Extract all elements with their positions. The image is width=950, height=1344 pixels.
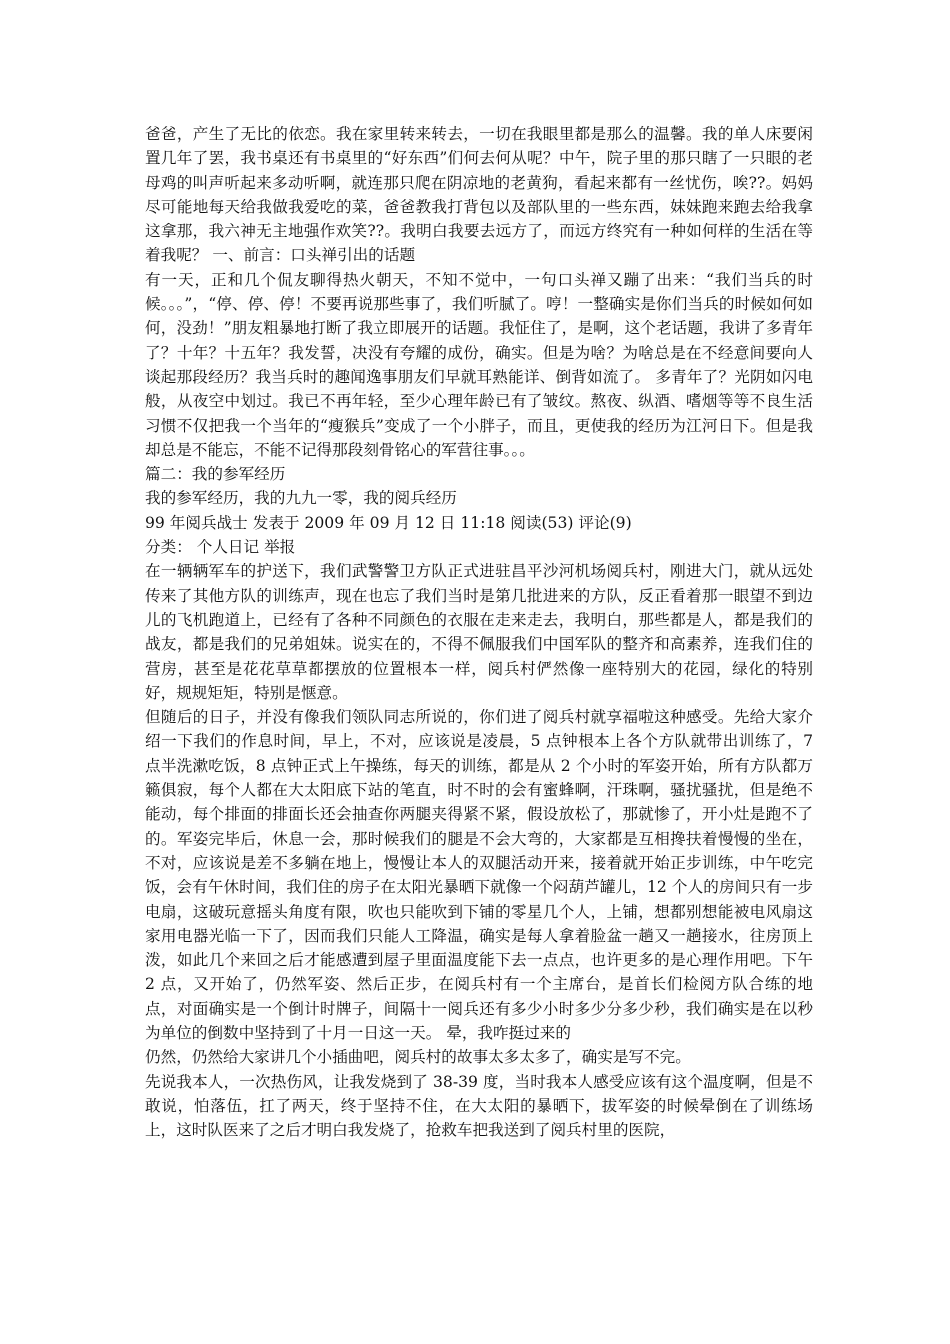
paragraph-anecdotes-intro: 仍然，仍然给大家讲几个小插曲吧，阅兵村的故事太多太多了，确实是写不完。 [145, 1048, 691, 1067]
article-byline: 99 年阅兵战士 发表于 2009 年 09 月 12 日 11:18 阅读(53) 评论(9) [145, 513, 632, 532]
paragraph-training: 但随后的日子，并没有像我们领队同志所说的，你们进了阅兵村就享福啦这种感受。先给大家介绍一下我们的作息时间，早上，不对，应该说是凌晨，5 点钟根本上各个方队就带出训练了，7 点半洗漱吃饭，8 点钟正式上午操练，每天的训练，都是从 2 个小时的军姿开始，所有方队都万籁俱寂，每个人都在大太阳底下站的笔直，时不时的会有蜜蜂啊，汗珠啊，骚扰骚扰，但是绝不能动，每个排面的排面长还会抽查你两腿夹得紧不紧，假设放松了，那就惨了，开小灶是跑不了的。军姿完毕后，休息一会，那时候我们的腿是不会大弯的，大家都是互相搀扶着慢慢的坐在，不对，应该说是差不多躺在地上，慢慢让本人的双腿活动开来，接着就开始正步训练，中午吃完饭，会有午休时间，我们住的房子在太阳光暴晒下就像一个闷葫芦罐儿，12 个人的房间只有一步电扇，这破玩意摇头角度有限，吹也只能吹到下铺的零星几个人，上铺，想都别想能被电风扇这家用电器光临一下了，因而我们只能人工降温，确实是每人拿着脸盆一趟又一趟接水，往房顶上泼，如此几个来回之后才能感遭到屋子里面温度能下去一点点，也许更多的是心理作用吧。下午 2 点，又开始了，仍然军姿、然后正步，在阅兵村有一个主席台，是首长们检阅方队合练的地点，对面确实是一个倒计时牌子，间隔十一阅兵还有多少小时多少分多少秒，我们确实是在以秒为单位的倒数中坚持到了十月一日这一天。 晕，我咋挺过来的 [145, 708, 813, 1042]
paragraph-departure-memory: 爸爸，产生了无比的依恋。我在家里转来转去，一切在我眼里都是那么的温馨。我的单人床要闲置几年了罢，我书桌还有书桌里的“好东西”们何去何从呢？中午，院子里的那只瞎了一只眼的老母鸡的叫声听起来多动听啊，就连那只爬在阴凉地的老黄狗，看起来都有一丝忧伤，唉??。妈妈尽可能地每天给我做我爱吃的菜，爸爸教我打背包以及部队里的一些东西，妹妹跑来跑去给我拿这拿那，我六神无主地强作欢笑??。我明白我要去远方了，而远方终究有一种如何样的生活在等着我呢？ 一、前言：口头禅引出的话题 [145, 125, 813, 265]
article-category: 分类： 个人日记 举报 [145, 538, 296, 557]
paragraph-fever-story: 先说我本人，一次热伤风，让我发烧到了 38-39 度，当时我本人感受应该有这个温度啊，但是不敢说，怕落伍，扛了两天，终于坚持不住，在大太阳的暴晒下，拔军姿的时候晕倒在了训练场上，这时队医来了之后才明白我发烧了，抢救车把我送到了阅兵村里的医院， [145, 1072, 813, 1140]
article-title: 我的参军经历，我的九九一零，我的阅兵经历 [145, 489, 457, 508]
document-page [145, 122, 813, 1142]
paragraph-catchphrase: 有一天，正和几个侃友聊得热火朝天，不知不觉中，一句口头禅又蹦了出来：“我们当兵的时候。。。”，“停、停、停！不要再说那些事了，我们听腻了。哼！一整确实是你们当兵的时候如何如何，没劲！”朋友粗暴地打断了我立即展开的话题。我怔住了，是啊，这个老话题，我讲了多青年了？十年？十五年？我发誓，决没有夸耀的成份，确实。但是为啥？为啥总是在不经意间要向人谈起那段经历？我当兵时的趣闻逸事朋友们早就耳熟能详、倒背如流了。 多青年了？光阴如闪电般，从夜空中划过。我已不再年轻，至少心理年龄已有了皱纹。熬夜、纵酒、嗜烟等等不良生活习惯不仅把我一个当年的“瘦猴兵”变成了一个小胖子，而且，更使我的经历为江河日下。但是我却总是不能忘，不能不记得那段刻骨铭心的军营往事。。。 [145, 270, 813, 459]
section-heading: 篇二：我的参军经历 [145, 465, 286, 484]
paragraph-arrival: 在一辆辆军车的护送下，我们武警警卫方队正式进驻昌平沙河机场阅兵村，刚进大门，就从远处传来了其他方队的训练声，现在也忘了我们当时是第几批进来的方队，反正看着那一眼望不到边儿的飞机跑道上，已经有了各种不同颜色的衣服在走来走去，我明白，那些都是人，都是我们的战友，都是我们的兄弟姐妹。说实在的，不得不佩服我们中国军队的整齐和高素养，连我们住的营房，甚至是花花草草都摆放的位置根本一样，阅兵村俨然像一座特别大的花园，绿化的特别好，规规矩矩，特别是惬意。 [145, 562, 813, 702]
